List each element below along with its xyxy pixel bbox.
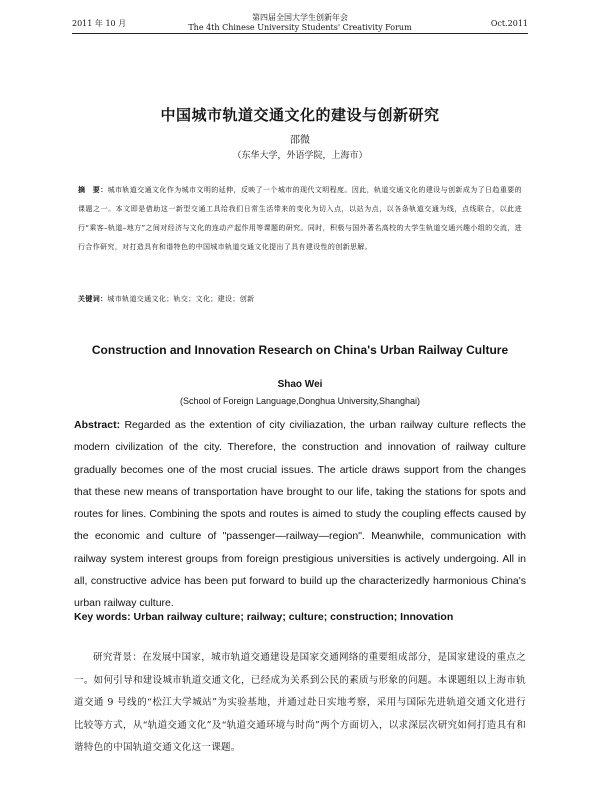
header-conference-en: The 4th Chinese University Students' Creativity Forum [188,23,412,32]
chinese-abstract [78,181,522,257]
english-affiliation: (School of Foreign Language,Donghua University,Shanghai) [180,396,420,406]
chinese-keywords-label: 关键词： [78,295,108,303]
header-rule [72,33,528,34]
english-keywords [74,609,526,625]
chinese-keywords [78,292,522,306]
english-abstract-text: Regarded as the extention of city civiliazation, the urban railway culture reflects the modern civilization of the city. Therefore, the construction and innovation of railway culture gradually becomes one of the most crucial issues. The article draws support from the changes that these new means of transportation have brought to our life, taking the stations for spots and routes for lines. Combining the spots and routes is aimed to study the coupling effects caused by the economic and culture of "passenger—railway—region". Meanwhile, communication with railway system interest groups from foreign prestigious universities is actively undergoing. All in all, constructive advice has been put forward to build up the characterizedly harmonious China's urban railway culture. [74,419,527,610]
chinese-keywords-text: 城市轨道交通文化；轨交；文化；建设；创新 [107,295,255,303]
running-header [72,13,528,35]
english-author: Shao Wei [277,379,323,390]
english-keywords-text: Urban railway culture; railway; culture; construction; Innovation [133,611,454,623]
chinese-abstract-label: 摘 要： [78,186,108,194]
header-conference-cn: 第四届全国大学生创新年会 [252,13,348,22]
header-conference [72,13,528,33]
header-date-en: Oct.2011 [490,19,528,28]
english-keywords-label: Key words: [74,611,131,623]
chinese-title: 中国城市轨道交通文化的建设与创新研究 [160,106,440,124]
english-title: Construction and Innovation Research on China's Urban Railway Culture [91,343,509,357]
english-abstract-label: Abstract: [74,419,121,431]
chinese-abstract-text: 城市轨道交通文化作为城市文明的延伸，反映了一个城市的现代文明程度。因此，轨道交通文化的建设与创新成为了日趋重要的课题之一。本文即是借助这一新型交通工具给我们日常生活带来的变化为切入点，以站为点，以各条轨道交通为线，点线联合，以此进行“乘客–轨道–地方”之间对经济与文化的连动产起作用等课题的研究。同时，积极与国外著名高校的大学生轨道交通兴趣小组的交流，进行合作研究，对打造具有和谐特色的中国城市轨道交通文化提出了具有建设性的创新思解。 [78,186,522,251]
body-paragraph: 研究背景：在发展中国家，城市轨道交通建设是国家交通网络的重要组成部分，是国家建设的重点之一。如何引导和建设城市轨道交通文化，已经成为关系到公民的素质与形象的问题。本课题组以上海市轨道交通 9 号线的“松江大学城站”为实验基地，并通过赴日实地考察，采用与国际先进轨道交通文化进行比较等方式，从“轨道交通文化”及“轨道交通环境与时尚”两个方面切入，以求深层次研究如何打造具有和谐特色的中国轨道交通文化这一课题。 [74,652,526,753]
english-abstract [74,414,526,615]
chinese-affiliation: （东华大学，外语学院，上海市） [232,151,368,161]
chinese-author: 邵微 [290,135,310,146]
header-date: 2011 年 10 月 [72,19,127,28]
